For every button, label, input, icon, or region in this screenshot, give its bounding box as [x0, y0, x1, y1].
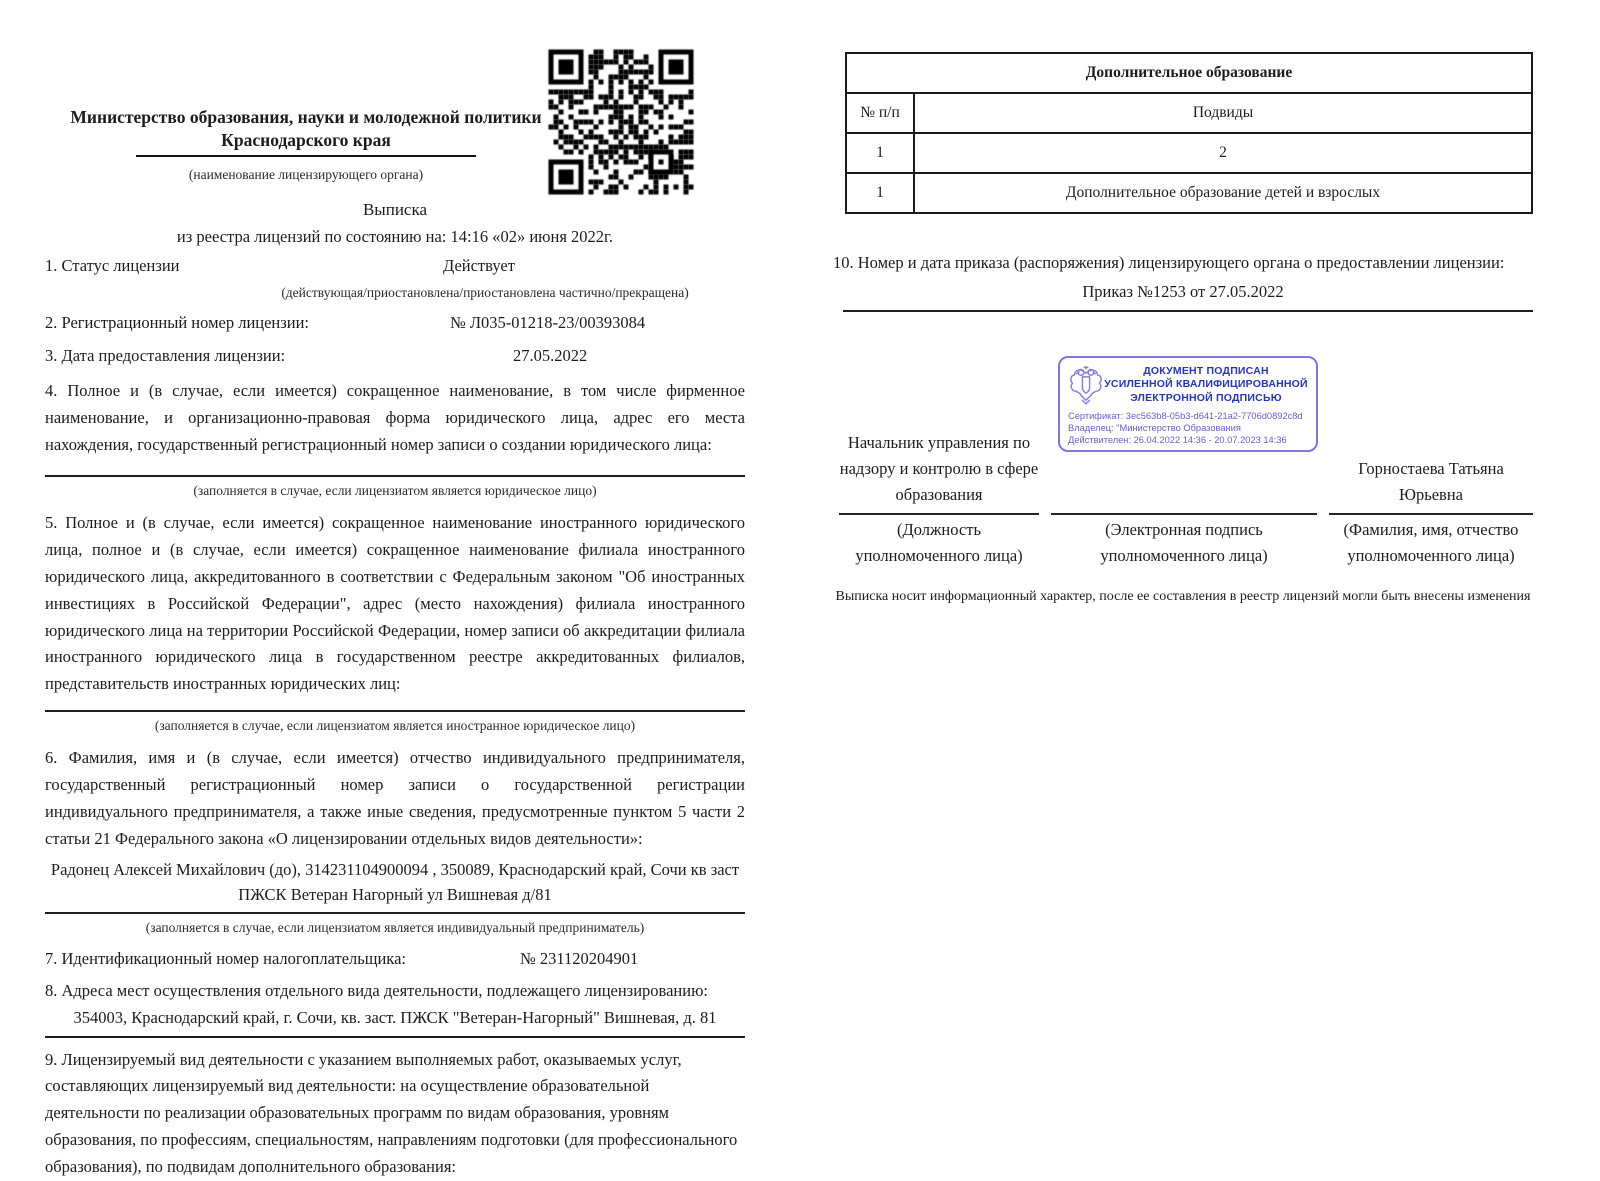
item-10-label: 10. Номер и дата приказа (распоряжения) лицензирующего органа о предоставлении лицензии: [833, 253, 1505, 272]
signature-name-column [1329, 420, 1533, 568]
item-6-caption: (заполняется в случае, если лицензиатом является индивидуальный предприниматель) [145, 919, 645, 935]
additional-education-table [845, 52, 1533, 214]
divider-line [843, 310, 1533, 312]
item-9-paragraph: 9. Лицензируемый вид деятельности с указанием выполняемых работ, оказываемых услуг, составляющих лицензируемый вид деятельности: на осуществление образовательной деятельности по реализации образовательных программ по видам образования, уровням образования, по профессиям, специальностям, направлениям подготовки (для профессионального образования), по подвидам дополнительного образования: [45, 1049, 738, 1177]
item-4-paragraph: 4. Полное и (в случае, если имеется) сокращенное наименование, в том числе фирменное наименование, и организационно-правовая форма юридического лица, адрес его места нахождения, государственный регистрационный номер записи о создании юридического лица: [45, 381, 745, 455]
signatory-position: Начальник управления по надзору и контролю в сфере образования [839, 432, 1039, 504]
item-7-label: 7. Идентификационный номер налогоплательщика: [45, 948, 406, 968]
esign-space [1051, 420, 1317, 508]
divider-line [45, 1036, 745, 1038]
column-header-num: № п/п [846, 93, 914, 133]
table-cell-name: Дополнительное образование детей и взрослых [914, 173, 1532, 213]
stamp-certificate: Сертификат: 3ec563b8-05b3-d641-21a2-7706d0892c8d [1068, 411, 1303, 421]
item-3-date-row [45, 343, 745, 370]
ministry-title-line2: Краснодарского края [221, 130, 391, 151]
table-row [846, 133, 1532, 173]
table-cell-num: 1 [846, 173, 914, 213]
stamp-owner: Владелец: "Министерство Образования [1068, 423, 1241, 434]
stamp-title-line1: ДОКУМЕНТ ПОДПИСАН [1143, 365, 1269, 378]
signature-esign-column [1051, 420, 1317, 568]
item-8-label: 8. Адреса мест осуществления отдельного вида деятельности, подлежащего лицензированию: [45, 980, 708, 1000]
table-title: Дополнительное образование [846, 53, 1532, 93]
item-10-order-block [833, 250, 1533, 312]
table-header-row [846, 93, 1532, 133]
signature-line [839, 513, 1039, 515]
item-5-paragraph: 5. Полное и (в случае, если имеется) сокращенное наименование иностранного юридического лица, полное и (в случае, если имеется) сокращенное наименование филиала иностранного юридического лица, аккредитованного в соответствии с Федеральным законом "Об иностранных инвестициях в Российской Федерации", адрес (место нахождения) филиала иностранного юридического лица на территории Российской Федерации, номер записи об аккредитации филиала иностранного юридического лица в государственном реестре аккредитованных филиалов, представительств иностранных юридических лиц: [45, 512, 745, 694]
stamp-validity: Действителен: 26.04.2022 14:36 - 20.07.2023 14:36 [1068, 435, 1287, 446]
item-1-status-row [45, 253, 745, 280]
qr-code [545, 46, 697, 198]
left-page-body [45, 196, 745, 1181]
item-6-value: Радонец Алексей Михайлович (до), 314231104900094 , 350089, Краснодарский край, Сочи кв заст ПЖСК Ветеран Нагорный ул Вишневая д/81 [50, 859, 740, 905]
ministry-underline [136, 155, 476, 157]
divider-line [45, 475, 745, 477]
item-1-caption: (действующая/приостановлена/приостановлена частично/прекращена) [281, 285, 689, 301]
stamp-title-block [1104, 365, 1308, 404]
signature-position-column [839, 420, 1039, 568]
position-caption: (Должность уполномоченного лица) [855, 520, 1023, 565]
item-2-label: 2. Регистрационный номер лицензии: [45, 313, 310, 333]
item-1-value: Действует [443, 255, 515, 275]
extract-subtitle: из реестра лицензий по состоянию на: 14:16 «02» июня 2022г. [176, 226, 614, 246]
stamp-header [1068, 363, 1308, 407]
item-3-label: 3. Дата предоставления лицензии: [45, 346, 286, 366]
name-caption: (Фамилия, имя, отчество уполномоченного лица) [1343, 520, 1519, 565]
signature-line [1051, 513, 1317, 515]
ministry-caption: (наименование лицензирующего органа) [188, 167, 424, 183]
item-5-caption: (заполняется в случае, если лицензиатом является иностранное юридическое лицо) [154, 718, 636, 734]
qr-code-canvas [545, 46, 697, 198]
table-cell-name: 2 [914, 133, 1532, 173]
stamp-title-line2: УСИЛЕННОЙ КВАЛИФИЦИРОВАННОЙ [1104, 378, 1308, 391]
stamp-title-line3: ЭЛЕКТРОННОЙ ПОДПИСЬЮ [1130, 391, 1282, 404]
item-8-value: 354003, Краснодарский край, г. Сочи, кв. заст. ПЖСК "Ветеран-Нагорный" Вишневая, д. 81 [73, 1007, 717, 1027]
extract-title: Выписка [362, 200, 428, 219]
licensing-authority-header [45, 106, 567, 186]
table-row [846, 173, 1532, 213]
divider-line [45, 710, 745, 712]
footer-note: Выписка носит информационный характер, после ее составления в реестр лицензий могли быть внесены изменения [835, 589, 1531, 604]
esign-caption: (Электронная подпись уполномоченного лица) [1100, 520, 1268, 565]
table-title-row [846, 53, 1532, 93]
signature-section [839, 420, 1533, 568]
column-header-podvidy: Подвиды [914, 93, 1532, 133]
item-6-paragraph: 6. Фамилия, имя и (в случае, если имеется) отчество индивидуального предпринимателя, государственный регистрационный номер записи о государственной регистрации индивидуального предпринимателя, а также иные сведения, предусмотренные пунктом 5 части 2 статьи 21 Федерального закона «О лицензировании отдельных видов деятельности»: [45, 748, 745, 848]
item-1-label: 1. Статус лицензии [45, 255, 180, 275]
signature-line [1329, 513, 1533, 515]
divider-line [45, 912, 745, 914]
item-7-inn-row [45, 946, 745, 973]
item-4-caption: (заполняется в случае, если лицензиатом является юридическое лицо) [193, 482, 597, 498]
item-2-value: № Л035-01218-23/00393084 [450, 313, 646, 333]
ministry-title-line1: Министерство образования, науки и молодежной политики [70, 107, 542, 127]
item-7-value: № 231120204901 [520, 948, 639, 968]
item-3-value: 27.05.2022 [513, 346, 588, 366]
signatory-name: Горностаева Татьяна Юрьевна [1358, 458, 1504, 504]
item-2-regnumber-row [45, 310, 745, 337]
item-10-value: Приказ №1253 от 27.05.2022 [1082, 281, 1284, 301]
table-cell-num: 1 [846, 133, 914, 173]
coat-of-arms-icon [1068, 363, 1104, 407]
